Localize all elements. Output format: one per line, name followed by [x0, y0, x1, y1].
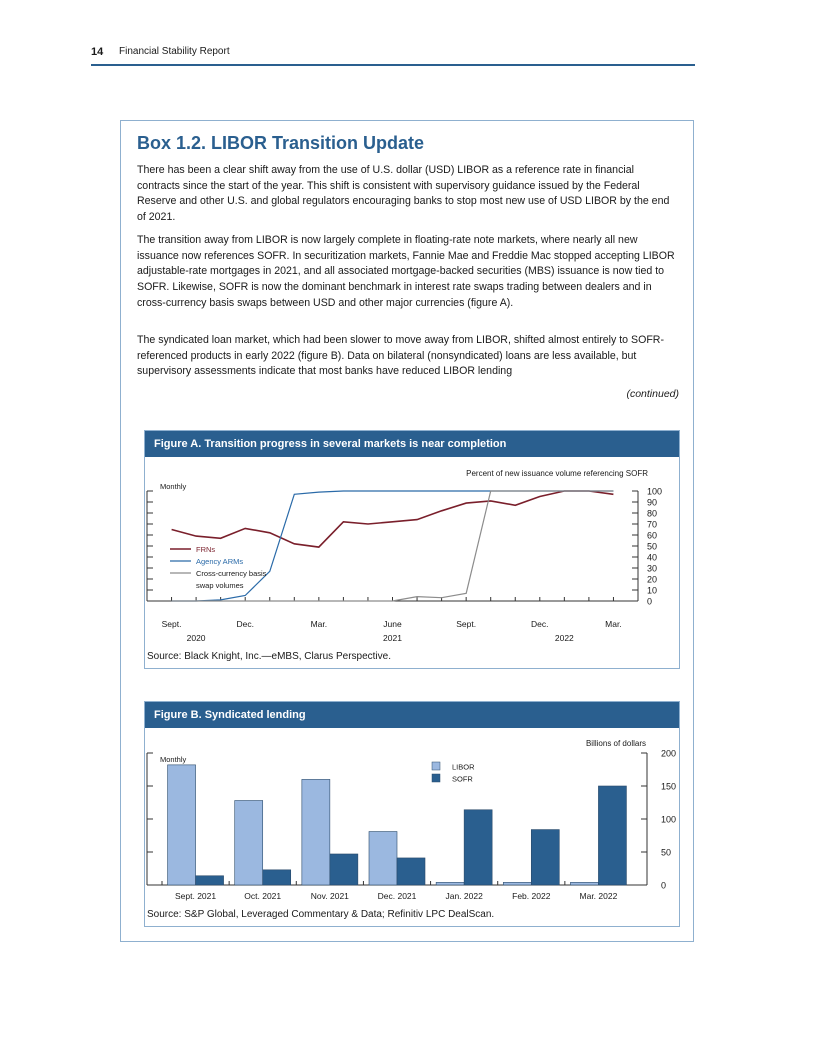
y-tick-label: 0: [647, 596, 653, 607]
x-tick-label: June: [383, 619, 402, 629]
y-tick-label: 60: [647, 530, 658, 541]
x-tick-label: Jan. 2022: [445, 891, 483, 901]
bar-libor-5: [503, 882, 531, 885]
legend-label: FRNs: [196, 545, 216, 554]
legend-label: SOFR: [452, 774, 473, 784]
x-tick-label: Sept.: [161, 619, 182, 629]
continued-note: (continued): [626, 388, 679, 400]
x-tick-label: Dec. 2021: [377, 891, 417, 901]
paragraph-2: The transition away from LIBOR is now largely complete in floating-rate note markets, where nearly all new issuance now references SOFR. In securitization markets, Fannie Mae and Freddie Mac stopped accepting LIBOR adjustable-rate mortgages in 2021, and all associated mortgage-backed securities (MBS) issuance is now tied to SOFR. Likewise, SOFR is now the dominant benchmark in interest rate swaps trading between dealers and in cross-currency basis swaps between USD and other major currencies (figure A).: [137, 234, 675, 309]
y-tick-label: 30: [647, 563, 658, 574]
figure-b-chart: [145, 728, 679, 906]
paragraph-1: There has been a clear shift away from the use of U.S. dollar (USD) LIBOR as a reference rate in financial contracts since the start of the year. This shift is consistent with supervisory guidance issued by the Federal Reserve and other U.S. and global regulators encouraging banks to stop most new use of USD LIBOR by the end of 2021.: [137, 164, 670, 224]
year-label: 2020: [186, 633, 206, 643]
y-tick-label: 90: [647, 497, 658, 508]
figure-a-chart: [145, 457, 679, 643]
y-tick-label: 150: [661, 781, 677, 792]
bar-libor-1: [235, 801, 263, 885]
bar-libor-3: [369, 832, 397, 885]
page-header: [91, 44, 695, 66]
figure-a-source: Source: Black Knight, Inc.—eMBS, Clarus Perspective.: [147, 651, 391, 662]
x-tick-label: Mar.: [310, 619, 328, 629]
paragraph-3: The syndicated loan market, which had been slower to move away from LIBOR, shifted almost entirely to SOFR-referenced products in early 2022 (figure B). Data on bilateral (nonsyndicated) loans are less available, but supervisory assessments indicate that most banks have reduced LIBOR lending: [137, 334, 664, 378]
y-tick-label: 100: [661, 814, 677, 825]
bar-sofr-1: [263, 870, 291, 885]
box-title: Box 1.2. LIBOR Transition Update: [137, 133, 425, 153]
year-label: 2022: [554, 633, 574, 643]
y-tick-label: 80: [647, 508, 658, 519]
x-tick-label: Sept. 2021: [175, 891, 217, 901]
x-tick-label: Nov. 2021: [310, 891, 349, 901]
y-tick-label: 10: [647, 585, 658, 596]
y-axis-label: Percent of new issuance volume referencing SOFR: [466, 469, 648, 478]
y-tick-label: 70: [647, 519, 658, 530]
bar-sofr-6: [598, 786, 626, 885]
y-tick-label: 0: [661, 880, 667, 891]
series-line-0: [172, 491, 614, 547]
y-tick-label: 50: [661, 847, 672, 858]
figure-b-source: Source: S&P Global, Leveraged Commentary & Data; Refinitiv LPC DealScan.: [147, 909, 495, 920]
bar-sofr-0: [196, 876, 224, 885]
legend-swatch: [432, 762, 440, 770]
bar-libor-6: [570, 882, 598, 885]
report-title: Financial Stability Report: [119, 46, 230, 57]
x-tick-label: Mar. 2022: [579, 891, 618, 901]
y-tick-label: 100: [647, 486, 663, 497]
year-label: 2021: [383, 633, 402, 643]
legend-label: LIBOR: [452, 762, 475, 772]
figure-a-title: Figure A. Transition progress in several markets is near completion: [145, 431, 679, 457]
legend-label: Agency ARMs: [196, 557, 244, 566]
y-tick-label: 40: [647, 552, 658, 563]
bar-sofr-5: [531, 830, 559, 885]
frequency-note: Monthly: [160, 482, 187, 491]
x-tick-label: Mar.: [605, 619, 622, 629]
legend-label: swap volumes: [196, 581, 244, 590]
legend-swatch: [432, 774, 440, 782]
x-tick-label: Sept.: [456, 619, 477, 629]
figure-a: [144, 430, 680, 669]
bar-libor-2: [302, 779, 330, 885]
figure-b-title: Figure B. Syndicated lending: [145, 702, 679, 728]
bar-sofr-4: [464, 810, 492, 885]
bar-sofr-2: [330, 854, 358, 885]
y-axis-label: Billions of dollars: [585, 739, 646, 748]
x-tick-label: Dec.: [531, 619, 549, 629]
x-tick-label: Dec.: [236, 619, 254, 629]
page-number: 14: [91, 46, 104, 58]
legend-label: Cross-currency basis: [196, 569, 267, 578]
x-tick-label: Feb. 2022: [512, 891, 551, 901]
bar-sofr-3: [397, 858, 425, 885]
bar-libor-0: [168, 765, 196, 885]
y-tick-label: 20: [647, 574, 658, 585]
x-tick-label: Oct. 2021: [244, 891, 282, 901]
bar-libor-4: [436, 882, 464, 885]
y-tick-label: 50: [647, 541, 658, 552]
figure-b: [144, 701, 680, 927]
y-tick-label: 200: [661, 748, 677, 759]
frequency-note: Monthly: [160, 755, 187, 764]
